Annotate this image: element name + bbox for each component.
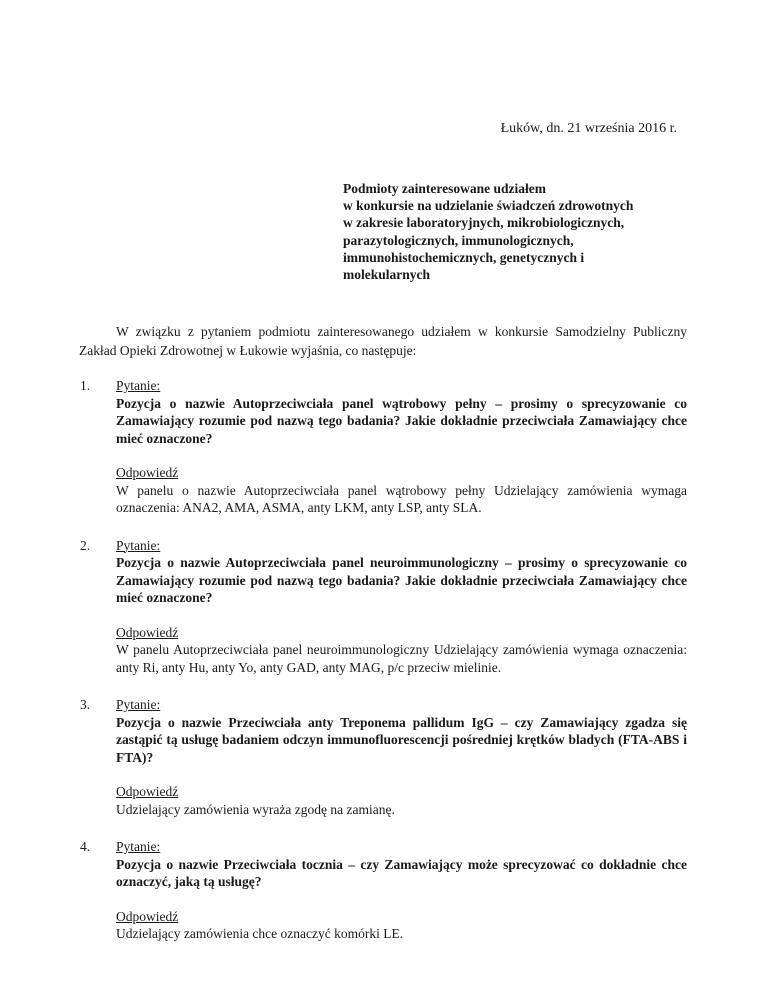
answer-text: W panelu Autoprzeciwciała panel neuroimmunologiczny Udzielający zamówienia wymaga oznaczenia: anty Ri, anty Hu, anty Yo, anty GAD, anty MAG, p/c przeciw mielinie. (116, 642, 687, 675)
item-number: 3. (80, 697, 91, 712)
date-line: Łuków, dn. 21 września 2016 r. (500, 121, 677, 136)
intro-paragraph: W związku z pytaniem podmiotu zainteresowanego udziałem w konkursie Samodzielny Publiczny Zakład Opieki Zdrowotnej w Łukowie wyjaśnia, co następuje: (79, 324, 687, 358)
answer-block (116, 624, 687, 677)
answer-label: Odpowiedź (116, 465, 179, 480)
item-number: 2. (80, 537, 91, 553)
addressee-block (343, 180, 683, 283)
qa-list (80, 377, 687, 963)
answer-text: Udzielający zamówienia wyraża zgodę na zamianę. (116, 801, 395, 817)
answer-label: Odpowiedź (116, 908, 179, 924)
question-text: Pozycja o nazwie Przeciwciała tocznia – czy Zamawiający może sprecyzować co dokładnie chce oznaczyć, jaką tą usługę? (116, 856, 687, 889)
addressee-line: molekularnych (343, 267, 431, 283)
question-label: Pytanie: (116, 537, 161, 553)
addressee-line: Podmioty zainteresowane udziałem (343, 181, 546, 196)
question-text: Pozycja o nazwie Autoprzeciwciała panel neuroimmunologiczny – prosimy o sprecyzowanie co Zamawiający rozumie pod nazwą tego badania? Jakie dokładnie przeciwciała Zamawiający chce mieć oznaczone? (116, 555, 687, 605)
answer-label: Odpowiedź (116, 784, 179, 799)
qa-item (80, 377, 687, 517)
item-number: 1. (80, 378, 91, 393)
question-label: Pytanie: (116, 839, 161, 854)
qa-item (80, 696, 687, 818)
item-number: 4. (80, 839, 91, 854)
addressee-line: w konkursie na udzielanie świadczeń zdrowotnych (343, 198, 634, 214)
addressee-line: w zakresie laboratoryjnych, mikrobiologicznych, (343, 215, 625, 231)
answer-block (116, 908, 687, 943)
qa-item (80, 537, 687, 677)
answer-text: Udzielający zamówienia chce oznaczyć komórki LE. (116, 926, 404, 941)
answer-block (116, 464, 687, 517)
question-text: Pozycja o nazwie Przeciwciała anty Treponema pallidum IgG – czy Zamawiający zgadza się zastąpić tą usługę badaniem odczyn immunofluorescencji pośredniej krętków bladych (FTA-ABS i FTA)? (116, 714, 687, 765)
question-label: Pytanie: (116, 697, 161, 712)
question-text: Pozycja o nazwie Autoprzeciwciała panel wątrobowy pełny – prosimy o sprecyzowanie co Zamawiający rozumie pod nazwą tego badania? Jakie dokładnie przeciwciała Zamawiający chce mieć oznaczone? (116, 395, 687, 446)
answer-label: Odpowiedź (116, 624, 179, 640)
answer-text: W panelu o nazwie Autoprzeciwciała panel wątrobowy pełny Udzielający zamówienia wymaga oznaczenia: ANA2, AMA, ASMA, anty LKM, anty LSP, anty SLA. (116, 482, 687, 515)
qa-item (80, 838, 687, 943)
addressee-line: parazytologicznych, immunologicznych, (343, 232, 574, 248)
question-label: Pytanie: (116, 378, 161, 393)
answer-block (116, 783, 687, 818)
addressee-line: immunohistochemicznych, genetycznych i (343, 249, 585, 265)
